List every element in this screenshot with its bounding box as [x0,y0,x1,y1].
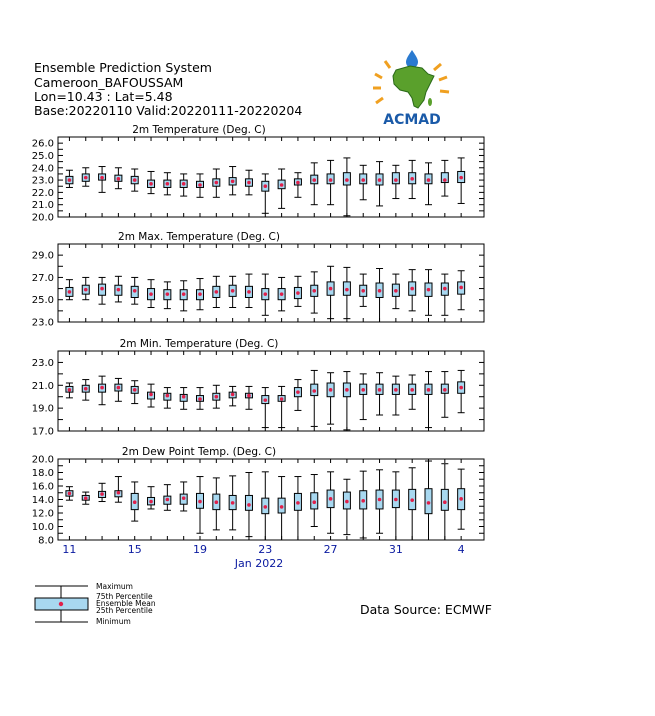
mean-point [394,289,398,293]
station-name: Cameroon_BAFOUSSAM [34,75,184,90]
mean-point [312,500,316,504]
y-tick-label: 19.0 [31,403,54,415]
mean-point [117,288,121,292]
mean-point [247,290,251,294]
panel-title: 2m Max. Temperature (Deg. C) [118,231,280,243]
mean-point [394,388,398,392]
y-tick-label: 24.0 [31,163,54,175]
y-tick-label: 23.0 [31,175,54,187]
x-tick-label: 11 [62,543,77,556]
mean-point [117,491,121,495]
legend-25th: 25th Percentile [96,606,153,615]
mean-point [198,397,202,401]
mean-point [100,176,104,180]
mean-point [166,498,170,502]
y-tick-label: 10.0 [31,522,54,533]
mean-point [427,288,431,292]
mean-point [361,388,365,392]
mean-point [166,292,170,296]
mean-point [84,288,88,292]
mean-point [263,505,267,509]
iqr-box [245,495,252,510]
y-tick-label: 25.0 [31,295,54,307]
y-tick-label: 16.0 [31,481,54,493]
legend-minimum: Minimum [96,617,131,626]
mean-point [329,287,333,291]
legend-75th: 75th Percentile [96,592,153,601]
mean-point [329,388,333,392]
mean-point [312,289,316,293]
mean-point [312,389,316,393]
panel-1 [32,124,484,224]
mean-point [182,292,186,296]
mean-point [149,393,153,397]
x-axis-month-label: Jan 2022 [234,557,284,570]
mean-point [182,395,186,399]
mean-point [198,183,202,187]
mean-point [459,497,463,501]
x-tick-label: 4 [457,543,465,556]
mean-point [459,286,463,290]
y-tick-label: 22.0 [31,187,54,199]
mean-point [149,182,153,186]
mean-point [247,181,251,185]
mean-point [133,178,137,182]
mean-point [100,287,104,291]
mean-point [361,289,365,293]
mean-point [247,503,251,507]
mean-point [215,181,219,185]
mean-point [459,386,463,390]
logo-text: ACMAD [383,112,441,128]
mean-point [68,492,72,496]
mean-point [149,500,153,504]
mean-point [100,492,104,496]
mean-point [231,289,235,293]
legend-mean: Ensemble Mean [96,599,156,608]
mean-point [296,501,300,505]
x-tick-label: 31 [388,543,403,556]
mean-point [215,290,219,294]
mean-point [345,288,349,292]
panel-3 [32,338,484,438]
legend-maximum: Maximum [96,582,133,591]
panel-frame [58,459,484,540]
mean-point [133,388,137,392]
mean-point [215,500,219,504]
y-tick-label: 23.0 [31,357,54,369]
mean-point [166,182,170,186]
y-tick-label: 17.0 [31,426,54,438]
y-tick-label: 20.0 [31,212,54,224]
panel-frame [58,244,484,322]
y-tick-label: 21.0 [31,200,54,212]
mean-point [410,287,414,291]
mean-point [345,178,349,182]
mean-point [296,181,300,185]
mean-point [247,394,251,398]
y-tick-label: 27.0 [31,272,54,284]
mean-point [361,499,365,503]
mean-point [263,184,267,188]
mean-point [84,496,88,500]
mean-point [410,177,414,181]
mean-point [443,287,447,291]
mean-point [182,496,186,500]
y-tick-label: 12.0 [31,508,54,520]
y-tick-label: 29.0 [31,250,54,262]
mean-point [280,292,284,296]
mean-point [263,398,267,402]
mean-point [280,505,284,509]
mean-point [100,386,104,390]
mean-point [443,388,447,392]
mean-point [117,177,121,181]
mean-point [231,393,235,397]
panel-4 [32,446,484,547]
mean-point [280,397,284,401]
mean-point [345,500,349,504]
chart-system-title: Ensemble Prediction System [34,60,212,75]
panel-title: 2m Dew Point Temp. (Deg. C) [121,446,277,458]
x-tick-label: 15 [127,543,142,556]
data-source: Data Source: ECMWF [360,602,492,617]
panel-title: 2m Min. Temperature (Deg. C) [119,338,279,350]
mean-point [361,178,365,182]
mean-point [427,501,431,505]
mean-point [312,178,316,182]
mean-point [198,292,202,296]
mean-point [329,178,333,182]
mean-point [68,178,72,182]
mean-point [345,388,349,392]
mean-point [296,390,300,394]
mean-point [166,394,170,398]
mean-point [215,395,219,399]
panel-title: 2m Temperature (Deg. C) [132,124,266,136]
mean-point [149,292,153,296]
mean-point [427,388,431,392]
mean-point [410,498,414,502]
mean-point [280,183,284,187]
mean-point [68,290,72,294]
y-tick-label: 14.0 [31,495,54,506]
x-tick-label: 23 [258,543,273,556]
y-tick-label: 8.0 [38,535,54,547]
mean-point [427,178,431,182]
mean-point [133,289,137,293]
coordinates: Lon=10.43 : Lat=5.48 [34,89,173,104]
mean-point [378,289,382,293]
mean-point [378,498,382,502]
mean-point [182,182,186,186]
x-tick-label: 19 [193,543,207,556]
mean-point [329,497,333,501]
mean-point [198,500,202,504]
mean-point [133,500,137,504]
mean-point [296,291,300,295]
mean-point [231,180,235,184]
mean-point [263,292,267,296]
mean-point [68,388,72,392]
iqr-box [441,489,448,510]
y-tick-label: 21.0 [31,380,54,392]
mean-point [410,388,414,392]
mean-point [231,501,235,505]
mean-point [378,178,382,182]
mean-point [117,386,121,390]
mean-point [394,498,398,502]
mean-point [84,387,88,391]
mean-point [378,388,382,392]
panel-2 [32,231,484,329]
chart-legend [30,582,210,628]
mean-point [443,178,447,182]
x-tick-label: 27 [323,543,338,556]
y-tick-label: 26.0 [31,138,54,150]
mean-point [459,176,463,180]
mean-point [394,178,398,182]
mean-point [443,500,447,504]
y-tick-label: 25.0 [31,150,54,162]
y-tick-label: 20.0 [31,454,54,466]
base-valid-dates: Base:20220110 Valid:20220111-20220204 [34,103,303,118]
y-tick-label: 23.0 [31,317,54,329]
mean-point [84,176,88,180]
iqr-box [392,173,399,184]
y-tick-label: 18.0 [31,468,54,479]
